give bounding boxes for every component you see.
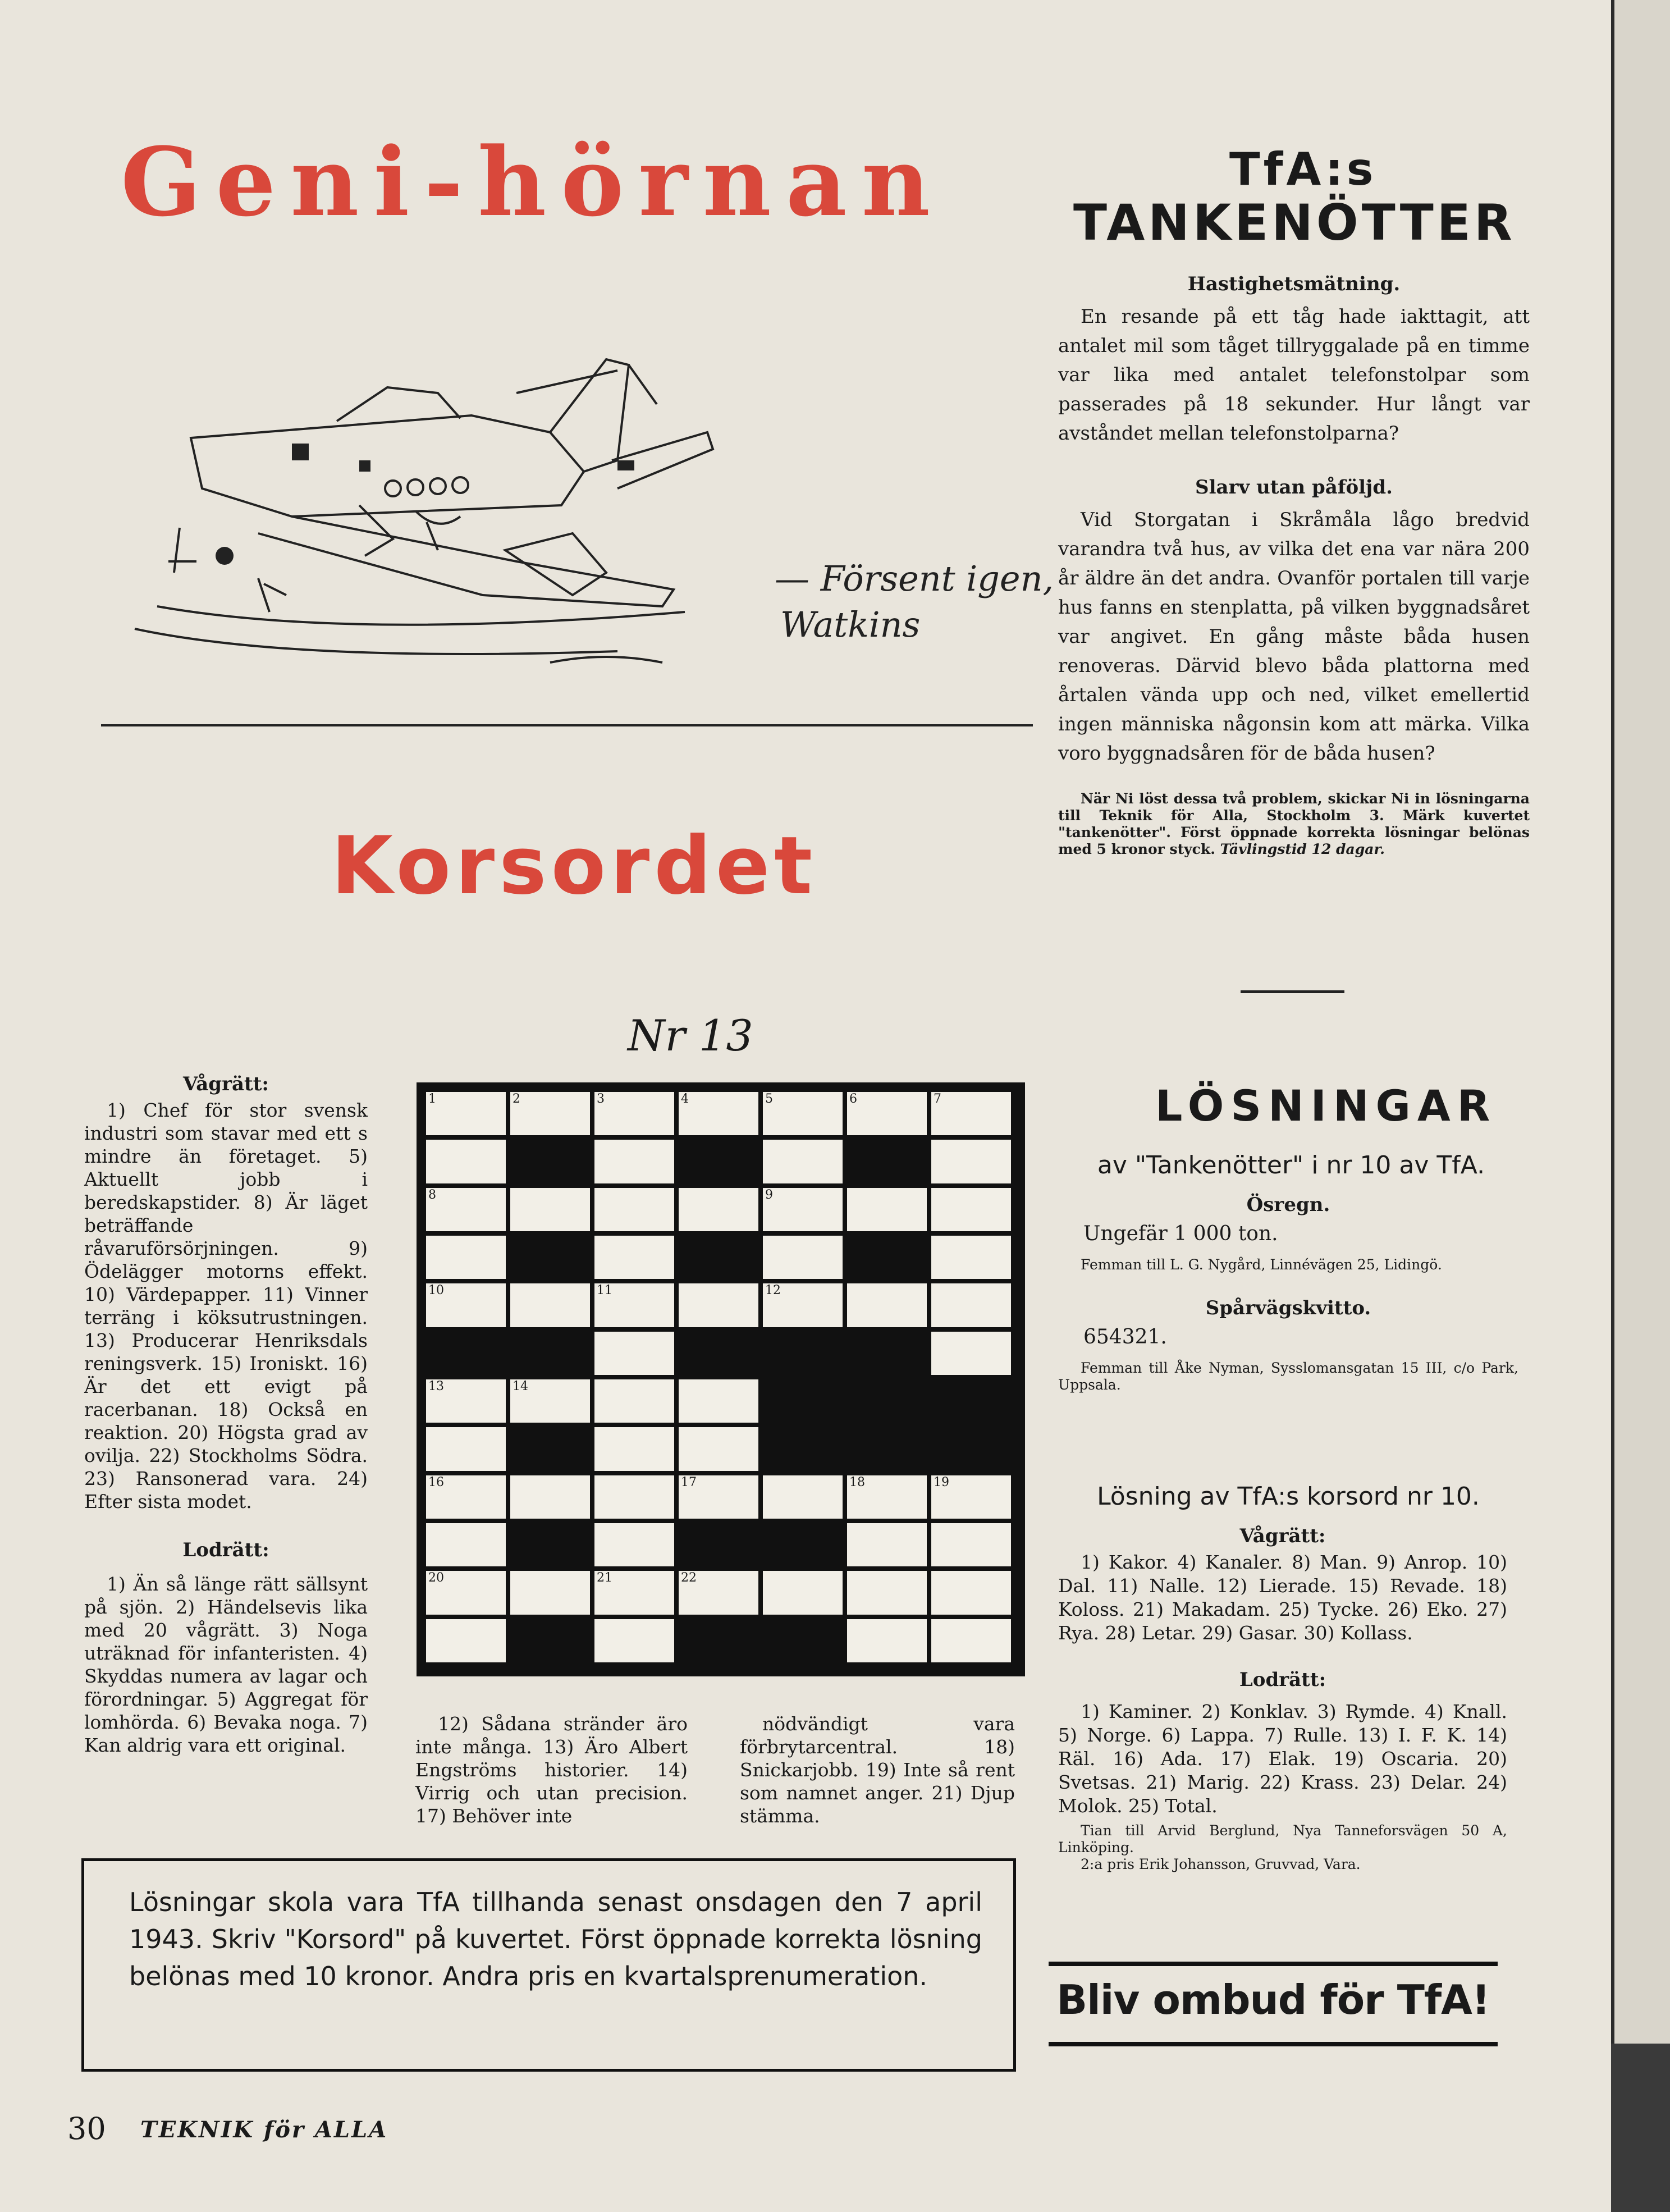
vagratt-heading: Vågrätt: [183,1073,269,1095]
problem-1-title: Hastighetsmätning. [1187,273,1401,295]
grid-cell-black [763,1619,843,1662]
airplane-cartoon-illustration [123,348,730,696]
solution-vagratt-heading: Vågrätt: [1239,1525,1326,1547]
lodratt-clues-part-1: 1) Än så länge rätt sällsynt på sjön. 2) Händelsevis lika med 20 vågrätt. 3) Noga uträknad för infanteristen. 4) Skyddas numera av lagar och förordningar. 5) Aggregat för lomhörda. 6) Bevaka noga. 7) Kan aldrig vara ett original. [84,1573,368,1756]
grid-cell-white[interactable] [510,1092,590,1135]
grid-cell-white[interactable] [594,1332,674,1375]
grid-cell-white[interactable] [594,1188,674,1231]
tfa-label: TfA:s [1229,143,1377,195]
grid-cell-black [931,1379,1011,1423]
grid-cell-white[interactable] [931,1188,1011,1231]
grid-cell-white[interactable] [510,1379,590,1423]
grid-cell-number: 19 [934,1475,949,1489]
grid-cell-white[interactable] [763,1571,843,1614]
grid-cell-white[interactable] [426,1140,506,1183]
grid-cell-number: 7 [934,1092,941,1106]
grid-cell-black [847,1332,927,1375]
grid-cell-number: 5 [765,1092,773,1106]
grid-cell-white[interactable] [763,1236,843,1279]
short-divider [1241,990,1344,993]
grid-cell-white[interactable] [510,1283,590,1327]
grid-cell-number: 11 [597,1283,612,1298]
grid-cell-white[interactable] [426,1236,506,1279]
grid-cell-number: 9 [765,1187,773,1202]
grid-cell-number: 10 [428,1283,444,1298]
grid-cell-white[interactable] [931,1475,1011,1519]
grid-cell-white[interactable] [847,1571,927,1614]
grid-cell-white[interactable] [847,1619,927,1662]
grid-cell-white[interactable] [594,1140,674,1183]
tankenotter-contest-note [1058,790,1530,858]
grid-cell-black [763,1379,843,1423]
grid-cell-white[interactable] [426,1475,506,1519]
grid-cell-black [510,1427,590,1470]
grid-cell-black [847,1427,927,1470]
grid-cell-white[interactable] [510,1188,590,1231]
grid-cell-number: 18 [849,1475,865,1489]
lodratt-clues-part-3: nödvändigt vara förbrytarcentral. 18) Snickarjobb. 19) Inte så rent som namnet anger. 21) Djup stämma. [740,1713,1015,1827]
crossword-rules-box [81,1858,1016,2072]
caption-line-2: Watkins [780,604,921,645]
grid-cell-white[interactable] [594,1571,674,1614]
grid-cell-white[interactable] [763,1283,843,1327]
lodratt-heading: Lodrätt: [182,1539,269,1561]
grid-cell-white[interactable] [931,1523,1011,1566]
magazine-name: TEKNIK för ALLA [140,2117,388,2143]
grid-cell-number: 14 [513,1379,528,1393]
grid-cell-number: 13 [428,1379,444,1393]
grid-cell-white[interactable] [763,1140,843,1183]
grid-cell-number: 16 [428,1475,444,1489]
grid-cell-white[interactable] [931,1236,1011,1279]
grid-cell-white[interactable] [594,1619,674,1662]
problem-2-title: Slarv utan påföljd. [1195,476,1393,499]
grid-cell-white[interactable] [679,1571,758,1614]
grid-cell-white[interactable] [931,1332,1011,1375]
grid-cell-white[interactable] [426,1379,506,1423]
problem-1-text: En resande på ett tåg hade iakttagit, att antalet mil som tåget tillryggalade på en timme var lika med antalet telefonstolpar som passerades på 18 sekunder. Hur långt var avståndet mellan telefonstolparna? [1058,305,1530,445]
grid-cell-white[interactable] [679,1379,758,1423]
problem-2-text: Vid Storgatan i Skråmåla lågo bredvid varandra två hus, av vilka det ena var nära 200 år äldre än det andra. Ovanför portalen till varje hus fanns en stenplatta, på vilken byggnadsåret var angivet. En gång måste båda husen renoveras. Därvid blevo båda plattorna med årtalen vända upp och ned, vilket emellertid ingen människa någonsin kom att märka. Vilka voro byggnadsåren för de båda husen? [1058,509,1530,765]
grid-cell-black [763,1523,843,1566]
sparvagskvitto-answer: 654321. [1083,1326,1167,1349]
geni-hornan-title: Geni-hörnan [121,126,945,237]
grid-cell-white[interactable] [426,1523,506,1566]
grid-cell-white[interactable] [679,1092,758,1135]
grid-cell-black [931,1427,1011,1470]
grid-cell-number: 12 [765,1283,781,1298]
osregn-title: Ösregn. [1246,1194,1330,1216]
grid-cell-white[interactable] [426,1427,506,1470]
grid-cell-black [510,1332,590,1375]
crossword-clues-mid-2 [740,1712,1015,1827]
contest-note-main: När Ni löst dessa två problem, skickar Ni in lösningarna till Teknik för Alla, Stockholm 3. Märk kuvertet "tankenötter". Först öppnade korrekta lösningar belönas med 5 kronor styck. [1058,790,1530,857]
grid-cell-white[interactable] [847,1188,927,1231]
grid-cell-white[interactable] [847,1523,927,1566]
contest-note-deadline: Tävlingstid 12 dagar. [1220,841,1385,857]
grid-cell-number: 3 [597,1092,605,1106]
next-page-edge [1611,0,1670,2044]
bliv-ombud-text: Bliv ombud för TfA! [1056,1976,1490,2023]
grid-cell-white[interactable] [426,1188,506,1231]
grid-cell-white[interactable] [594,1092,674,1135]
grid-cell-black [510,1140,590,1183]
grid-cell-white[interactable] [763,1092,843,1135]
korsord-10-solution-title: Lösning av TfA:s korsord nr 10. [1097,1482,1480,1511]
grid-cell-black [847,1379,927,1423]
grid-cell-black [510,1619,590,1662]
caption-line-1: — Försent igen, [775,558,1054,599]
grid-cell-white[interactable] [931,1283,1011,1327]
grid-cell-white[interactable] [594,1427,674,1470]
grid-cell-white[interactable] [679,1475,758,1519]
grid-cell-number: 22 [681,1571,697,1585]
grid-cell-white[interactable] [931,1619,1011,1662]
grid-cell-black [510,1236,590,1279]
grid-cell-white[interactable] [594,1523,674,1566]
korsord-10-solution [1058,1521,1507,1873]
grid-cell-black [847,1140,927,1183]
grid-cell-white[interactable] [679,1427,758,1470]
crossword-clues-mid-1 [415,1712,688,1827]
cartoon-caption [775,556,1054,648]
grid-cell-white[interactable] [510,1571,590,1614]
grid-cell-black [510,1523,590,1566]
grid-cell-black [763,1427,843,1470]
tankenotter-column [1058,269,1530,858]
grid-cell-white[interactable] [931,1571,1011,1614]
grid-cell-white[interactable] [594,1379,674,1423]
page-number: 30 [67,2111,106,2146]
grid-cell-black [679,1140,758,1183]
grid-cell-black [679,1523,758,1566]
grid-cell-white[interactable] [847,1092,927,1135]
grid-cell-white[interactable] [426,1092,506,1135]
grid-cell-white[interactable] [679,1283,758,1327]
osregn-answer: Ungefär 1 000 ton. [1083,1222,1278,1245]
crossword-grid [417,1082,1025,1676]
prize-winner-2: 2:a pris Erik Johansson, Gruvvad, Vara. [1081,1856,1361,1872]
losningar-subtitle: av "Tankenötter" i nr 10 av TfA. [1097,1151,1485,1180]
grid-cell-number: 17 [681,1475,697,1489]
vagratt-clues: 1) Chef för stor svensk industri som stavar med ett s mindre än företaget. 5) Aktuellt jobb i beredskapstider. 8) Är läget beträffande råvaruförsörjningen. 9) Ödelägger motorns effekt. 10) Värdepapper. 11) Vinner terräng i köksutrustningen. 13) Producerar Henriksdals reningsverk. 15) Ironiskt. 16) Är det ett evigt på racerbanan. 18) Också en reaktion. 20) Högsta grad av ovilja. 22) Stockholms Södra. 23) Ransonerad vara. 24) Efter sista modet. [84,1099,368,1512]
grid-cell-white[interactable] [931,1140,1011,1183]
sparvagskvitto-title: Spårvägskvitto. [1205,1297,1371,1319]
grid-cell-number: 8 [428,1187,436,1202]
grid-cell-number: 1 [428,1092,436,1106]
grid-cell-number: 20 [428,1571,444,1585]
grid-cell-number: 21 [597,1571,612,1585]
grid-cell-number: 4 [681,1092,689,1106]
grid-cell-white[interactable] [594,1236,674,1279]
grid-cell-black [763,1332,843,1375]
grid-cell-number: 6 [849,1092,857,1106]
grid-cell-white[interactable] [426,1571,506,1614]
tankenotter-title: TANKENÖTTER [1073,194,1516,252]
grid-cell-black [426,1332,506,1375]
crossword-number: Nr 13 [628,1011,753,1061]
grid-cell-black [679,1619,758,1662]
grid-cell-white[interactable] [426,1619,506,1662]
lodratt-clues-part-2: 12) Sådana stränder äro inte många. 13) Äro Albert Engströms historier. 14) Virrig och utan precision. 17) Behöver inte [415,1713,688,1827]
bliv-ombud-banner [1049,1962,1498,2046]
grid-cell-black [679,1332,758,1375]
solution-lodratt-heading: Lodrätt: [1239,1669,1326,1691]
prize-winner-1: Tian till Arvid Berglund, Nya Tanneforsvägen 50 A, Linköping. [1058,1822,1507,1855]
grid-cell-white[interactable] [847,1475,927,1519]
grid-cell-black [847,1236,927,1279]
sparvagskvitto-winner: Femman till Åke Nyman, Sysslomansgatan 15 III, c/o Park, Uppsala. [1058,1360,1518,1393]
korsordet-title: Korsordet [331,820,817,912]
solution-vagratt-text: 1) Kakor. 4) Kanaler. 8) Man. 9) Anrop. 10) Dal. 11) Nalle. 12) Lierade. 15) Revade. 18) Koloss. 21) Makadam. 25) Tycke. 26) Eko. 27) Rya. 28) Letar. 29) Gasar. 30) Kollass. [1058,1551,1507,1644]
section-divider [101,724,1033,726]
losningar-title: LÖSNINGAR [1155,1081,1497,1131]
crossword-rules-text: Lösningar skola vara TfA tillhanda senast onsdagen den 7 april 1943. Skriv "Korsord" på kuvertet. Först öppnade korrekta lösning belönas med 10 kronor. Andra pris en kvartalsprenumeration. [129,1887,982,1991]
grid-cell-white[interactable] [594,1283,674,1327]
grid-cell-white[interactable] [426,1283,506,1327]
grid-cell-white[interactable] [510,1475,590,1519]
solution-lodratt-text: 1) Kaminer. 2) Konklav. 3) Rymde. 4) Knall. 5) Norge. 6) Lappa. 7) Rulle. 13) I. F. K. 14) Räl. 16) Ada. 17) Elak. 19) Oscaria. 20) Svetsas. 21) Marig. 22) Krass. 23) Delar. 24) Molok. 25) Total. [1058,1701,1507,1817]
crossword-clues-left [84,1070,368,1757]
grid-cell-white[interactable] [763,1188,843,1231]
grid-cell-white[interactable] [763,1475,843,1519]
losningar-column [1058,1190,1518,1393]
grid-cell-white[interactable] [679,1188,758,1231]
grid-cell-white[interactable] [594,1475,674,1519]
grid-cell-white[interactable] [847,1283,927,1327]
grid-cell-black [679,1236,758,1279]
grid-cell-number: 2 [513,1092,520,1106]
grid-cell-white[interactable] [931,1092,1011,1135]
osregn-winner: Femman till L. G. Nygård, Linnévägen 25, Lidingö. [1081,1256,1442,1273]
